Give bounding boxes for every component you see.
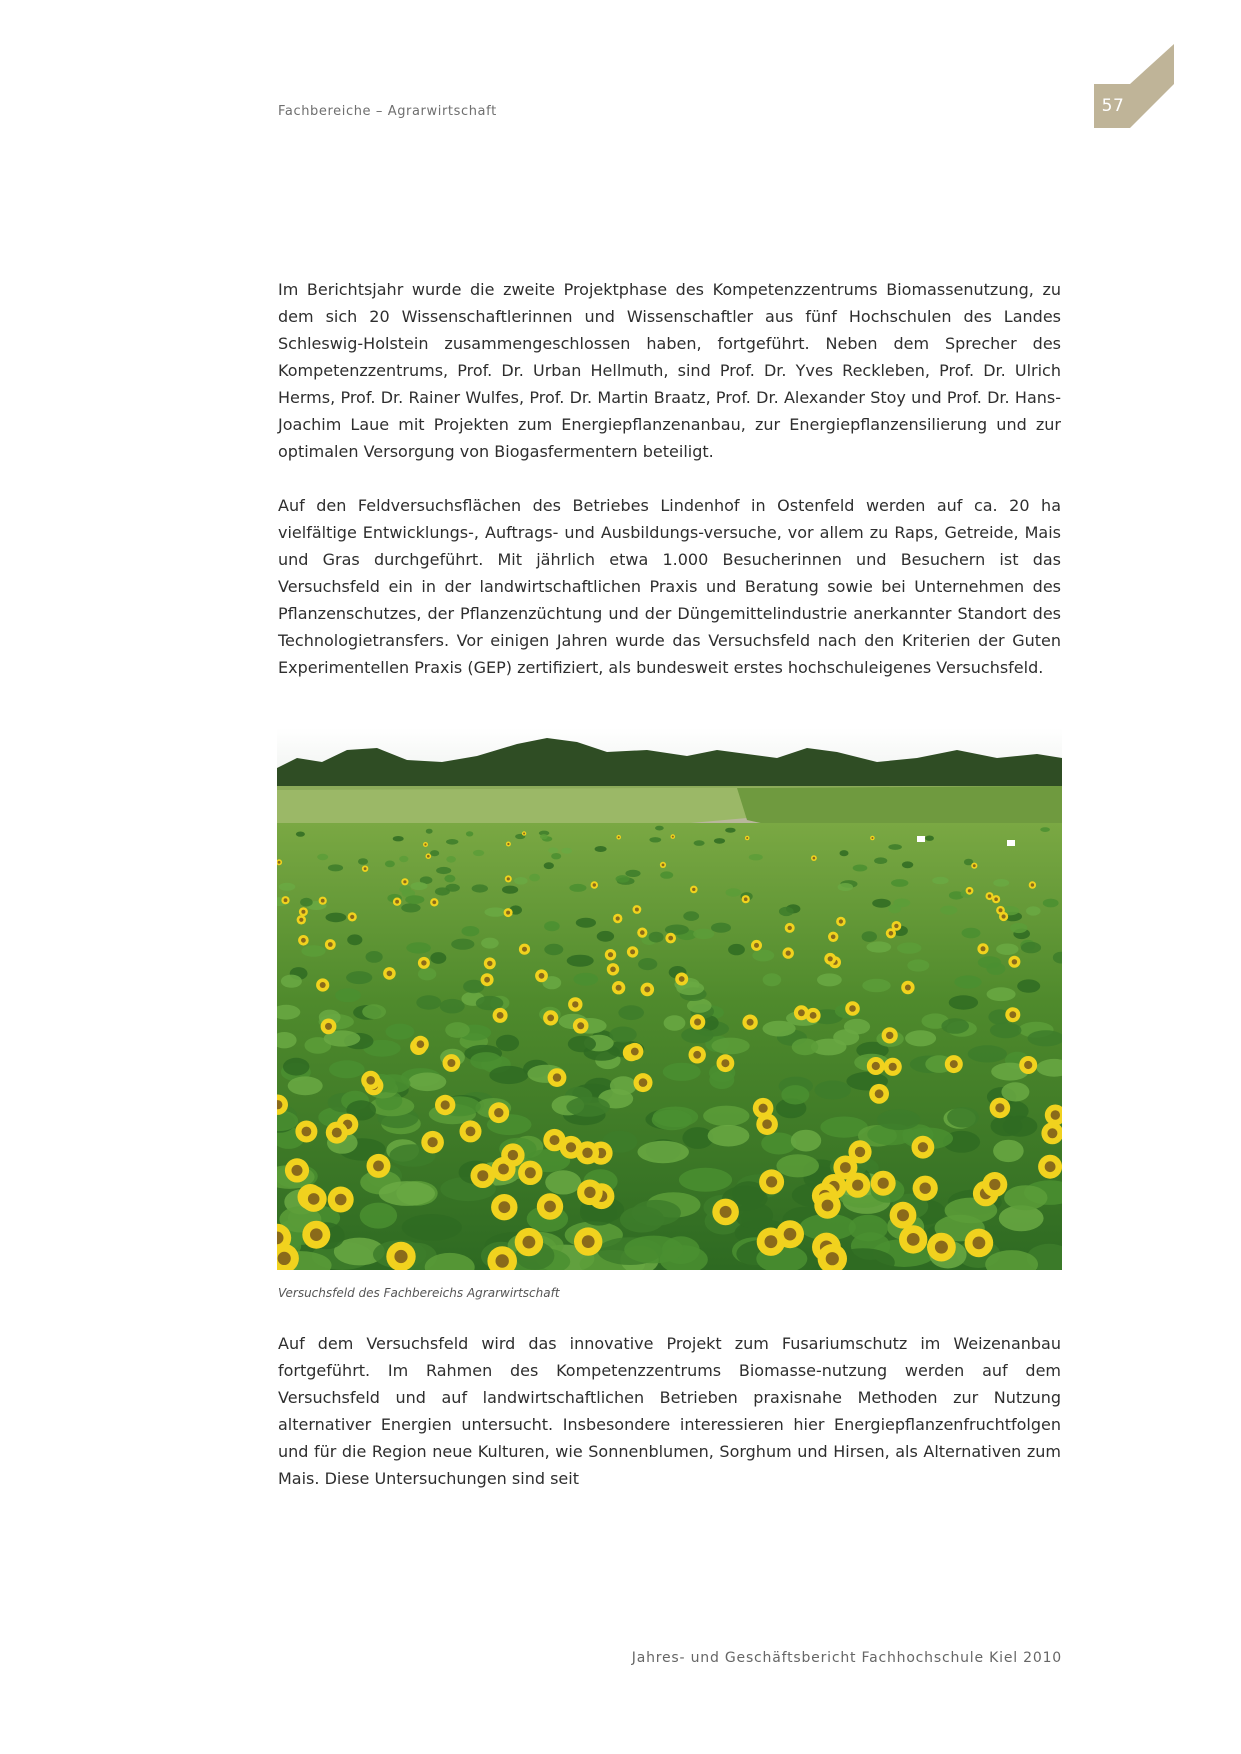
sunflower — [836, 917, 846, 927]
leaf — [891, 879, 908, 887]
leaf — [905, 1030, 936, 1046]
sunflower — [299, 907, 308, 916]
leaf — [618, 1005, 644, 1020]
sunflower — [634, 1073, 653, 1092]
leaf — [1003, 1116, 1038, 1137]
sunflower — [302, 1221, 330, 1249]
sunflower — [348, 912, 357, 921]
sunflower — [892, 921, 902, 931]
leaf — [638, 958, 657, 970]
leaf — [466, 831, 473, 836]
leaf — [514, 877, 528, 885]
leaf — [540, 834, 548, 839]
leaf — [781, 1085, 809, 1104]
sunflower — [633, 905, 642, 914]
leaf — [568, 1036, 596, 1053]
leaf — [408, 1073, 446, 1092]
sunflower — [613, 914, 622, 923]
leaf — [949, 995, 978, 1009]
sunflower — [326, 1122, 348, 1144]
leaf — [529, 874, 540, 882]
leaf — [660, 871, 673, 878]
leaf — [947, 1107, 979, 1128]
sunflower — [543, 1129, 565, 1151]
sunflower — [501, 1143, 524, 1166]
leaf — [907, 959, 929, 971]
leaf — [840, 850, 849, 856]
leaf — [436, 867, 451, 874]
leaf — [597, 931, 614, 942]
leaf — [833, 1029, 859, 1045]
sunflower — [412, 1036, 429, 1053]
sunflower — [328, 1187, 354, 1213]
leaf — [406, 942, 431, 953]
sunflower — [882, 1027, 898, 1043]
leaf — [625, 870, 640, 877]
leaf — [968, 1045, 1007, 1062]
sunflower — [977, 943, 988, 954]
leaf — [815, 1081, 852, 1100]
sunflower — [986, 892, 994, 900]
leaf — [728, 944, 745, 955]
sunflower — [537, 1193, 563, 1219]
leaf — [326, 913, 347, 923]
leaf — [567, 955, 594, 967]
leaf — [296, 832, 305, 837]
leaf — [446, 856, 456, 863]
sunflower — [717, 1054, 735, 1072]
leaf — [888, 844, 902, 850]
leaf — [872, 899, 891, 908]
leaf — [1004, 1185, 1047, 1210]
leaf — [544, 862, 554, 869]
sunflower — [493, 1008, 508, 1023]
sunflower — [912, 1136, 935, 1159]
leaf — [544, 921, 560, 931]
sunflower — [491, 1194, 517, 1220]
sunflower — [518, 1161, 542, 1185]
sunflower — [418, 957, 430, 969]
leaf — [496, 1035, 519, 1052]
sunflower — [522, 831, 526, 835]
sunflower — [535, 969, 548, 982]
sunflower — [870, 836, 875, 841]
leaf — [664, 1015, 686, 1030]
leaf — [866, 941, 891, 952]
leaf — [399, 885, 411, 893]
leaf — [405, 895, 424, 904]
paragraph-1: Im Berichtsjahr wurde die zweite Projektphase des Kompetenzzentrums Biomassenutzung, zu dem sich 20 Wissenschaftlerinnen und Wissenschaftler aus fünf Hochschulen des Landes Schleswig-Holstein zusammengeschlossen haben, fortgeführt. Neben dem Sprecher des Kompetenzzentrums, Prof. Dr. Urban Hellmuth, sind Prof. Dr. Yves Reckleben, Prof. Dr. Ulrich Herms, Prof. Dr. Rainer Wulfes, Prof. Dr. Martin Braatz, Prof. Dr. Alexander Stoy und Prof. Dr. Hans-Joachim Laue mit Projekten zum Energiepflanzenanbau, zur Energiepflanzensilierung und zur optimalen Versorgung von Biogasfermentern beteiligt. — [278, 280, 1061, 461]
leaf — [489, 1066, 528, 1084]
paragraph-3: Auf dem Versuchsfeld wird das innovative Projekt zum Fusariumschutz im Weizenanbau fortgeführt. Im Rahmen des Kompetenzzentrums Biomasse-nutzung werden auf dem Versuchsfeld und auf landwirtschaftlichen Betrieben praxisnahe Methoden zur Nutzung alternativer Energien untersucht. Insbesondere interessieren hier Energiepflanzenfruchtfolgen und für die Region neue Kulturen, wie Sonnenblumen, Sorghum und Hirsen, als Alternativen zum Mais. Diese Untersuchungen sind seit — [278, 1334, 1061, 1488]
sunflower — [298, 935, 309, 946]
leaf — [725, 828, 735, 833]
sunflower — [824, 953, 836, 965]
sunflower — [845, 1001, 860, 1016]
leaf — [703, 1106, 749, 1127]
leaf — [638, 1141, 689, 1163]
leaf — [779, 907, 794, 916]
leaf — [763, 1021, 796, 1037]
leaf — [711, 923, 731, 933]
sunflower — [421, 1131, 444, 1154]
leaf — [941, 1018, 969, 1034]
leaf — [652, 1109, 692, 1130]
sunflower — [281, 896, 289, 904]
leaf — [996, 944, 1018, 955]
sunflower — [671, 834, 676, 839]
sunflower — [1019, 1056, 1037, 1074]
leaf — [683, 911, 699, 921]
leaf — [609, 1027, 636, 1043]
leaf — [888, 904, 901, 913]
leaf — [694, 840, 705, 846]
sunflower — [362, 866, 368, 872]
sunflower — [481, 973, 494, 986]
leaf — [649, 932, 664, 943]
leaf — [346, 971, 372, 984]
sunflower — [660, 862, 666, 868]
leaf — [776, 1154, 819, 1177]
sunflower — [899, 1225, 927, 1253]
sunflower — [794, 1005, 809, 1020]
sunflower — [690, 886, 698, 894]
sunflower — [927, 1233, 956, 1262]
paragraph-2: Auf den Feldversuchsflächen des Betriebes Lindenhof in Ostenfeld werden auf ca. 20 ha vielfältige Entwicklungs-, Auftrags- und Ausbildungs-versuche, vor allem zu Raps, Getreide, Mais und Gras durchgeführt. Mit jährlich etwa 1.000 Besucherinnen und Besuchern ist das Versuchsfeld ein in der landwirtschaftlichen Praxis und Beratung sowie bei Unternehmen des Pflanzenschutzes, der Pflanzenzüchtung und der Düngemittelindustrie anerkannter Standort des Technologietransfers. Vor einigen Jahren wurde das Versuchsfeld nach den Kriterien der Guten Experimentellen Praxis (GEP) zertifiziert, als bundesweit erstes hochschuleigenes Versuchsfeld. — [278, 496, 1061, 677]
leaf — [932, 877, 948, 885]
sunflower — [675, 973, 688, 986]
sunflower — [965, 1229, 994, 1258]
leaf — [954, 975, 981, 988]
leaf — [347, 934, 362, 945]
leaf — [300, 898, 313, 907]
sunflower — [785, 923, 795, 933]
sunflower — [515, 1228, 543, 1256]
sunflower — [637, 928, 647, 938]
sunflower — [443, 1054, 461, 1072]
field-marker-sign — [1007, 840, 1015, 846]
leaf — [576, 918, 596, 928]
leaf — [317, 854, 328, 860]
sunflower — [971, 863, 977, 869]
leaf — [472, 884, 488, 892]
sunflower — [712, 1199, 739, 1226]
sunflower — [488, 1102, 509, 1123]
sunflower — [484, 957, 496, 969]
leaf — [393, 836, 404, 841]
leaf — [902, 861, 913, 868]
leaf — [709, 1071, 734, 1090]
sunflower — [393, 898, 401, 906]
sunflower-field-photo — [277, 728, 1062, 1270]
leaf — [714, 838, 725, 844]
sunflower — [742, 895, 750, 903]
sunflower — [689, 1046, 706, 1063]
sunflower — [361, 1071, 380, 1090]
leaf — [399, 856, 408, 862]
leaf — [853, 865, 868, 872]
sunflower — [869, 1084, 889, 1104]
leaf — [862, 979, 890, 992]
figure-caption: Versuchsfeld des Fachbereichs Agrarwirtschaft — [278, 1286, 560, 1300]
sunflower — [504, 908, 513, 917]
leaf — [1043, 899, 1059, 908]
leaf — [426, 829, 433, 834]
leaf — [763, 973, 782, 986]
leaf — [548, 847, 558, 853]
sunflower — [548, 1068, 567, 1087]
leaf — [416, 995, 441, 1009]
sunflower — [319, 897, 327, 905]
leaf — [470, 1052, 502, 1070]
leaf — [752, 950, 774, 962]
leaf — [335, 988, 361, 1002]
leaf — [1001, 1082, 1029, 1101]
sunflower — [966, 887, 974, 895]
leaf — [358, 858, 368, 865]
sunflower — [506, 842, 511, 847]
sunflower — [757, 1228, 785, 1256]
sunflower — [751, 940, 762, 951]
sunflower — [1038, 1155, 1062, 1179]
sunflower — [316, 978, 329, 991]
leaf — [897, 942, 921, 953]
sunflower — [901, 981, 914, 994]
leaf — [791, 1130, 821, 1152]
leaf — [430, 850, 439, 856]
sunflower — [295, 1121, 317, 1143]
sunflower — [996, 906, 1005, 915]
leaf — [279, 883, 296, 891]
sunflower — [982, 1172, 1007, 1197]
leaf — [712, 1038, 750, 1055]
sunflower — [848, 1140, 871, 1163]
leaf — [655, 826, 664, 831]
sunflower-field-illustration — [277, 728, 1062, 1270]
leaf — [411, 882, 428, 890]
sunflower — [1029, 881, 1036, 888]
leaf — [986, 963, 1005, 975]
leaf — [545, 1170, 581, 1194]
leaf — [595, 846, 607, 852]
sunflower — [612, 981, 625, 994]
leaf — [679, 1168, 732, 1192]
leaf — [446, 839, 458, 845]
sunflower — [435, 1095, 455, 1115]
leaf — [386, 1024, 415, 1040]
leaf — [993, 1140, 1024, 1162]
sunflower — [814, 1192, 840, 1218]
leaf — [283, 1058, 309, 1076]
sunflower — [471, 1163, 496, 1188]
leaf — [993, 879, 1009, 887]
sunflower — [325, 939, 336, 950]
leaf — [990, 1022, 1022, 1038]
leaf — [566, 1097, 610, 1117]
footer-title: Jahres- und Geschäftsbericht Fachhochschule Kiel 2010 — [631, 1650, 1062, 1666]
leaf — [281, 975, 302, 988]
leaf — [877, 1109, 921, 1130]
leaf — [761, 1133, 796, 1155]
leaf — [624, 1236, 683, 1264]
sunflower — [811, 855, 817, 861]
leaf — [481, 938, 499, 949]
sunflower — [401, 878, 408, 885]
leaf — [1017, 979, 1040, 992]
leaf — [379, 1181, 435, 1206]
sunflower — [426, 853, 432, 859]
sunflower — [576, 1141, 599, 1164]
leaf — [473, 850, 484, 856]
sunflower — [505, 875, 512, 882]
leaf — [649, 837, 661, 842]
leaf — [328, 864, 343, 871]
sunflower — [297, 915, 306, 924]
sunflower — [871, 1171, 896, 1196]
leaf — [440, 999, 465, 1014]
sunflower — [1008, 956, 1020, 968]
leaf — [862, 931, 877, 942]
leaf — [817, 973, 842, 986]
sunflower — [867, 1057, 885, 1075]
leaf — [561, 848, 572, 854]
sunflower — [690, 1014, 705, 1029]
leaf — [418, 968, 436, 981]
sunflower — [321, 1019, 337, 1035]
leaf — [485, 907, 506, 916]
leaf — [451, 939, 474, 950]
sunflower — [423, 842, 428, 847]
sunflower — [828, 932, 838, 942]
leaf — [962, 928, 981, 939]
sunflower — [990, 1098, 1011, 1119]
sunflower — [301, 1186, 327, 1212]
leaf — [708, 1125, 750, 1147]
sunflower — [543, 1010, 558, 1025]
leaf — [544, 944, 563, 955]
leaf — [616, 875, 630, 883]
sunflower — [574, 1227, 602, 1255]
leaf — [551, 853, 561, 859]
running-head: Fachbereiche – Agrarwirtschaft — [278, 104, 497, 119]
page-number: 57 — [1101, 96, 1125, 116]
sunflower — [386, 1242, 415, 1270]
leaf — [631, 1200, 681, 1226]
sunflower — [1005, 1007, 1020, 1022]
leaf — [444, 875, 455, 883]
leaf — [430, 952, 446, 964]
sunflower — [753, 1098, 774, 1119]
leaf — [385, 861, 395, 868]
sunflower — [591, 881, 598, 888]
leaf — [569, 884, 586, 892]
sunflower — [605, 949, 616, 960]
sunflower — [367, 1154, 391, 1178]
leaf — [288, 1076, 323, 1095]
sunflower — [616, 835, 621, 840]
leaf — [681, 1027, 713, 1043]
leaf — [987, 987, 1016, 1001]
sunflower — [641, 983, 655, 997]
sunflower — [519, 944, 530, 955]
sunflower — [884, 1058, 902, 1076]
leaf — [402, 1214, 462, 1241]
sunflower — [745, 836, 750, 841]
sunflower — [607, 963, 619, 975]
leaf — [445, 1022, 470, 1038]
field-marker-sign — [917, 836, 925, 842]
leaf — [792, 1038, 819, 1055]
sunflower — [845, 1173, 870, 1198]
sunflower — [577, 1180, 603, 1206]
leaf — [329, 1060, 365, 1078]
sunflower — [285, 1158, 309, 1182]
sunflower — [742, 1015, 757, 1030]
leaf — [301, 945, 325, 957]
sunflower — [627, 946, 638, 957]
leaf — [925, 836, 934, 841]
leaf — [1010, 923, 1027, 933]
leaf — [360, 1203, 397, 1229]
leaf — [693, 929, 714, 940]
leaf — [1021, 942, 1041, 953]
sunflower — [759, 1169, 784, 1194]
leaf — [663, 1063, 701, 1081]
sunflower — [945, 1055, 963, 1073]
sunflower — [573, 1018, 589, 1034]
leaf — [573, 973, 598, 986]
leaf — [366, 951, 383, 963]
sunflower — [430, 898, 438, 906]
sunflower — [626, 1043, 643, 1060]
leaf — [502, 886, 518, 894]
sunflower — [783, 947, 794, 958]
leaf — [401, 903, 420, 912]
leaf — [435, 887, 450, 895]
sunflower — [568, 997, 582, 1011]
leaf — [874, 857, 887, 864]
leaf — [749, 854, 763, 860]
leaf — [462, 926, 480, 936]
leaf — [1026, 906, 1041, 915]
leaf — [362, 1004, 386, 1019]
leaf — [726, 888, 742, 896]
leaf — [838, 883, 853, 891]
sunflower — [665, 933, 676, 944]
leaf — [1040, 827, 1050, 832]
sunflower — [460, 1120, 482, 1142]
sunflower — [890, 1202, 917, 1229]
sunflower — [383, 967, 396, 980]
leaf — [940, 906, 957, 915]
sunflower — [913, 1176, 938, 1201]
